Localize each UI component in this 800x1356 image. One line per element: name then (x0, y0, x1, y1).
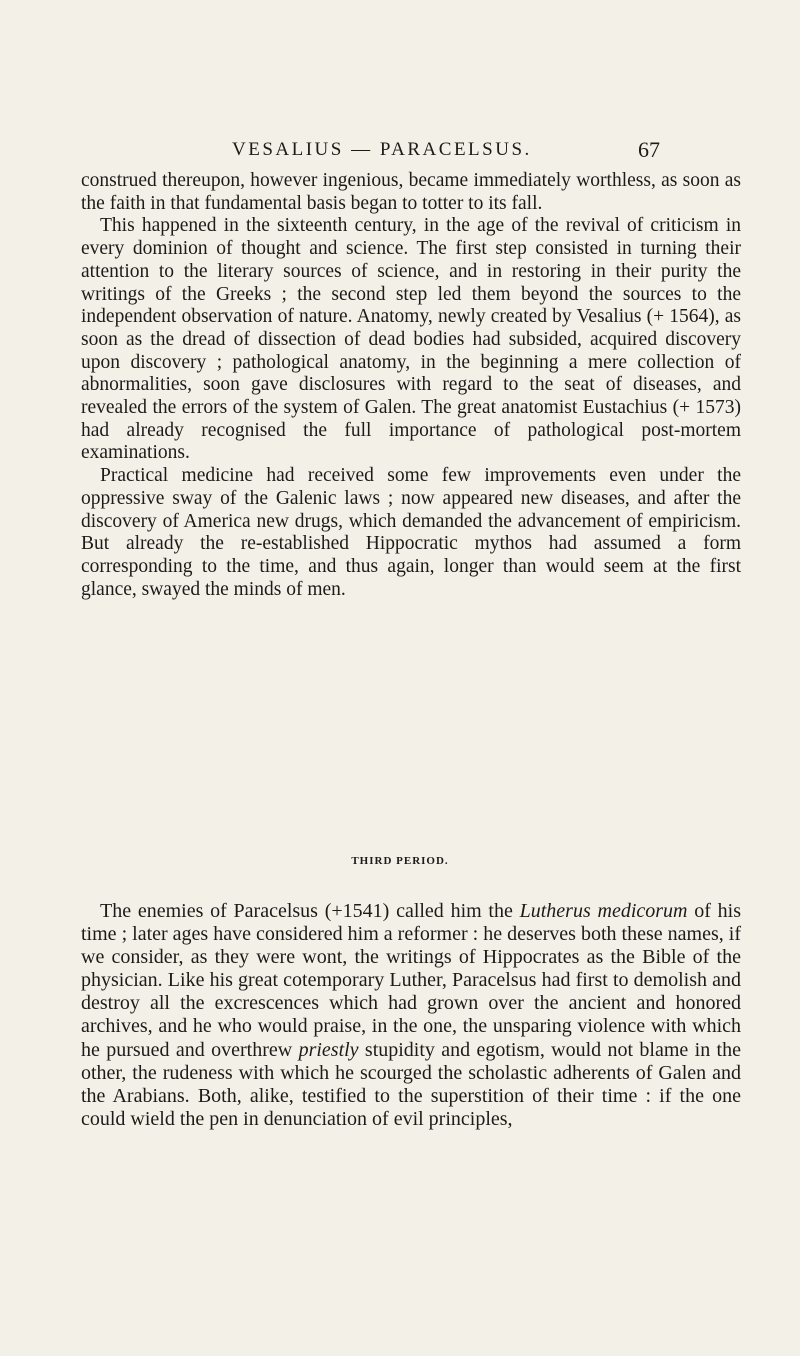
page-number: 67 (638, 137, 660, 162)
running-head-title: VESALIUS — PARACELSUS. (232, 139, 532, 160)
paragraph-sixteenth-century: This happened in the sixteenth century, in the age of the revival of criticism in every dominion of thought and science. The first step consisted in turning their attention to the literary sources of science, and in restoring in their purity the writings of the Greeks ; the second step led them beyond the sources to the independent observation of nature. Anatomy, newly created by Vesalius (+ 1564), as soon as the dread of dissection of dead bodies had subsided, acquired discovery upon discovery ; pathological anatomy, in the beginning a mere collection of abnormalities, soon gave disclosures with regard to the seat of diseases, and revealed the errors of the system of Galen. The great anatomist Eustachius (+ 1573) had already recognised the full importance of pathological post-mortem examinations. (81, 215, 741, 464)
italic-phrase: Lutherus medicorum (519, 900, 688, 922)
paragraph-practical-medicine: Practical medicine had received some few improvements even under the oppressive sway of the Galenic laws ; now appeared new diseases, and after the discovery of America new drugs, which demanded the advancement of empiricism. But already the re-established Hippocratic mythos had assumed a form corresponding to the time, and thus again, longer than would seem at the first glance, swayed the minds of men. (81, 465, 741, 600)
section-two-text (81, 900, 741, 1131)
section-heading: THIRD PERIOD. (351, 855, 449, 867)
paragraph-paracelsus (81, 900, 741, 1131)
paragraph-continued: construed thereupon, however ingenious, became immediately worthless, as soon as the faith in that fundamental basis began to totter to its fall. (81, 170, 741, 214)
italic-word: priestly (298, 1038, 359, 1061)
running-head (232, 135, 660, 165)
text-run: The enemies of Paracelsus (+1541) called him the (100, 900, 520, 922)
section-one-text (81, 170, 741, 601)
text-run: stupidity and egotism, would not blame in the other, the rudeness with which he scourged the scholastic adherents of Galen and the Arabians. Both, alike, testified to the superstition of their time : if the one could wield the pen in denunciation of evil principles, (81, 1038, 741, 1130)
text-run: of his time ; later ages have considered him a reformer : he deserves both these names, if we consider, as they were wont, the writings of Hippocrates as the Bible of the physician. Like his great cotemporary Luther, Paracelsus had first to demolish and destroy all the excrescences which had grown over the ancient and honored archives, and he who would praise, in the one, the unsparing violence with which he pursued and overthrew (81, 900, 741, 1061)
